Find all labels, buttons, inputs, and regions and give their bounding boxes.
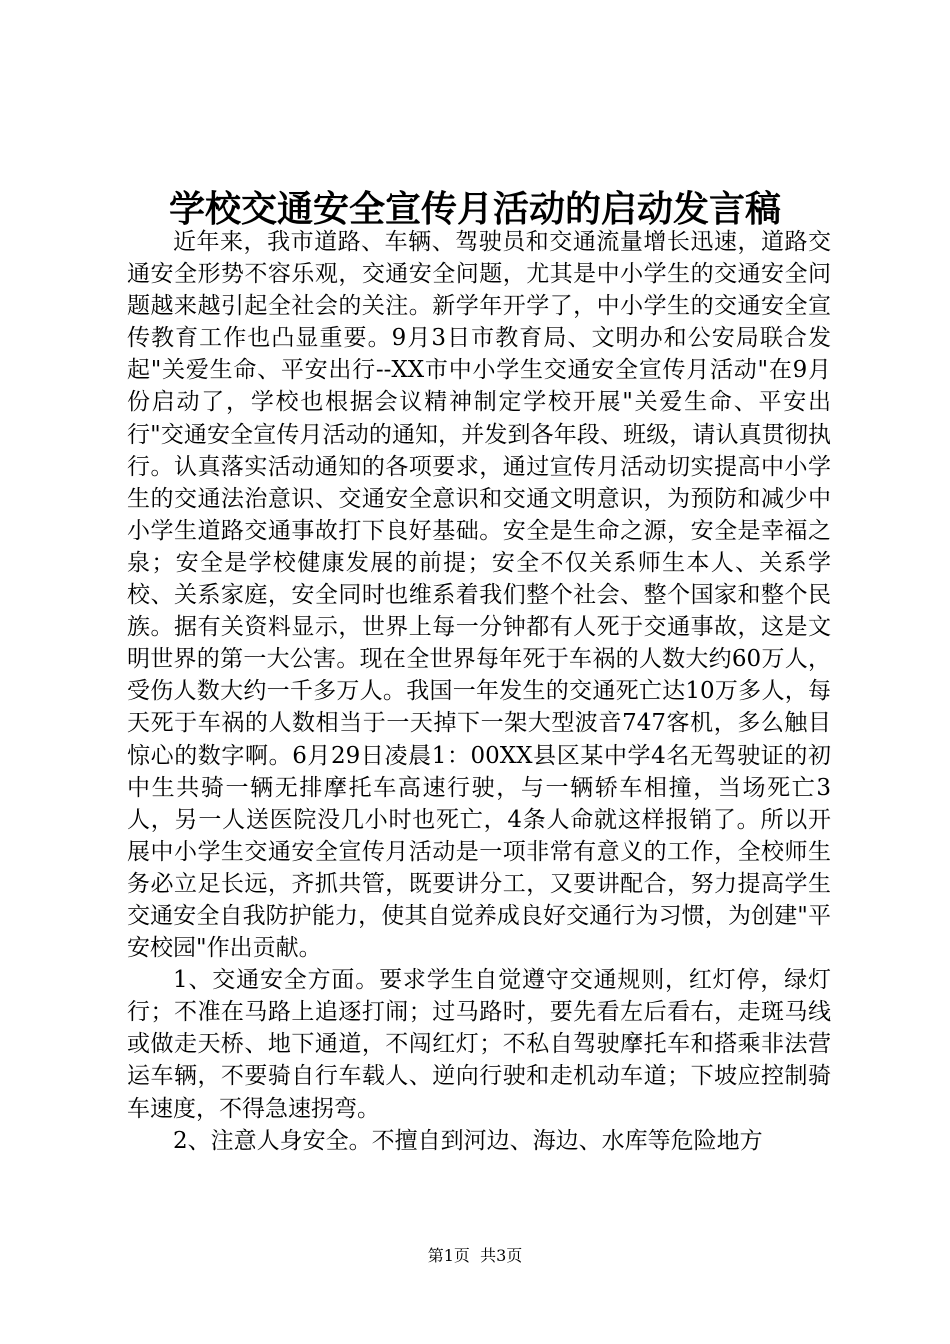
paragraph-personal-safety: 2、注意人身安全。不擅自到河边、海边、水库等危险地方	[173, 1127, 763, 1154]
page-footer	[0, 1245, 950, 1267]
document-body	[127, 226, 831, 1157]
page-number: 第1页 共3页	[427, 1246, 523, 1265]
paragraph-traffic-safety: 1、交通安全方面。要求学生自觉遵守交通规则，红灯停，绿灯行；不准在马路上追逐打闹；过马路时，要先看左后看右，走斑马线或做走天桥、地下通道，不闯红灯；不私自驾驶摩托车和搭乘非法营运车辆，不要骑自行车载人、逆向行驶和走机动车道；下坡应控制骑车速度，不得急速拐弯。	[127, 967, 831, 1122]
paragraph-intro: 近年来，我市道路、车辆、驾驶员和交通流量增长迅速，道路交通安全形势不容乐观，交通安全问题，尤其是中小学生的交通安全问题越来越引起全社会的关注。新学年开学了，中小学生的交通安全宣传教育工作也凸显重要。9月3日市教育局、文明办和公安局联合发起"关爱生命、平安出行--XX市中小学生交通安全宣传月活动"在9月份启动了，学校也根据会议精神制定学校开展"关爱生命、平安出行"交通安全宣传月活动的通知，并发到各年段、班级，请认真贯彻执行。认真落实活动通知的各项要求，通过宣传月活动切实提高中小学生的交通法治意识、交通安全意识和交通文明意识，为预防和减少中小学生道路交通事故打下良好基础。安全是生命之源，安全是幸福之泉；安全是学校健康发展的前提；安全不仅关系师生本人、关系学校、关系家庭，安全同时也维系着我们整个社会、整个国家和整个民族。据有关资料显示，世界上每一分钟都有人死于交通事故，这是文明世界的第一大公害。现在全世界每年死于车祸的人数大约60万人，受伤人数大约一千多万人。我国一年发生的交通死亡达10万多人，每天死于车祸的人数相当于一天掉下一架大型波音747客机，多么触目惊心的数字啊。6月29日凌晨1：00XX县区某中学4名无驾驶证的初中生共骑一辆无排摩托车高速行驶，与一辆轿车相撞，当场死亡3人，另一人送医院没几小时也死亡，4条人命就这样报销了。所以开展中小学生交通安全宣传月活动是一项非常有意义的工作，全校师生务必立足长远，齐抓共管，既要讲分工，又要讲配合，努力提高学生交通安全自我防护能力，使其自觉养成良好交通行为习惯，为创建"平安校园"作出贡献。	[127, 229, 831, 962]
document-title: 学校交通安全宣传月活动的启动发言稿	[168, 188, 781, 230]
